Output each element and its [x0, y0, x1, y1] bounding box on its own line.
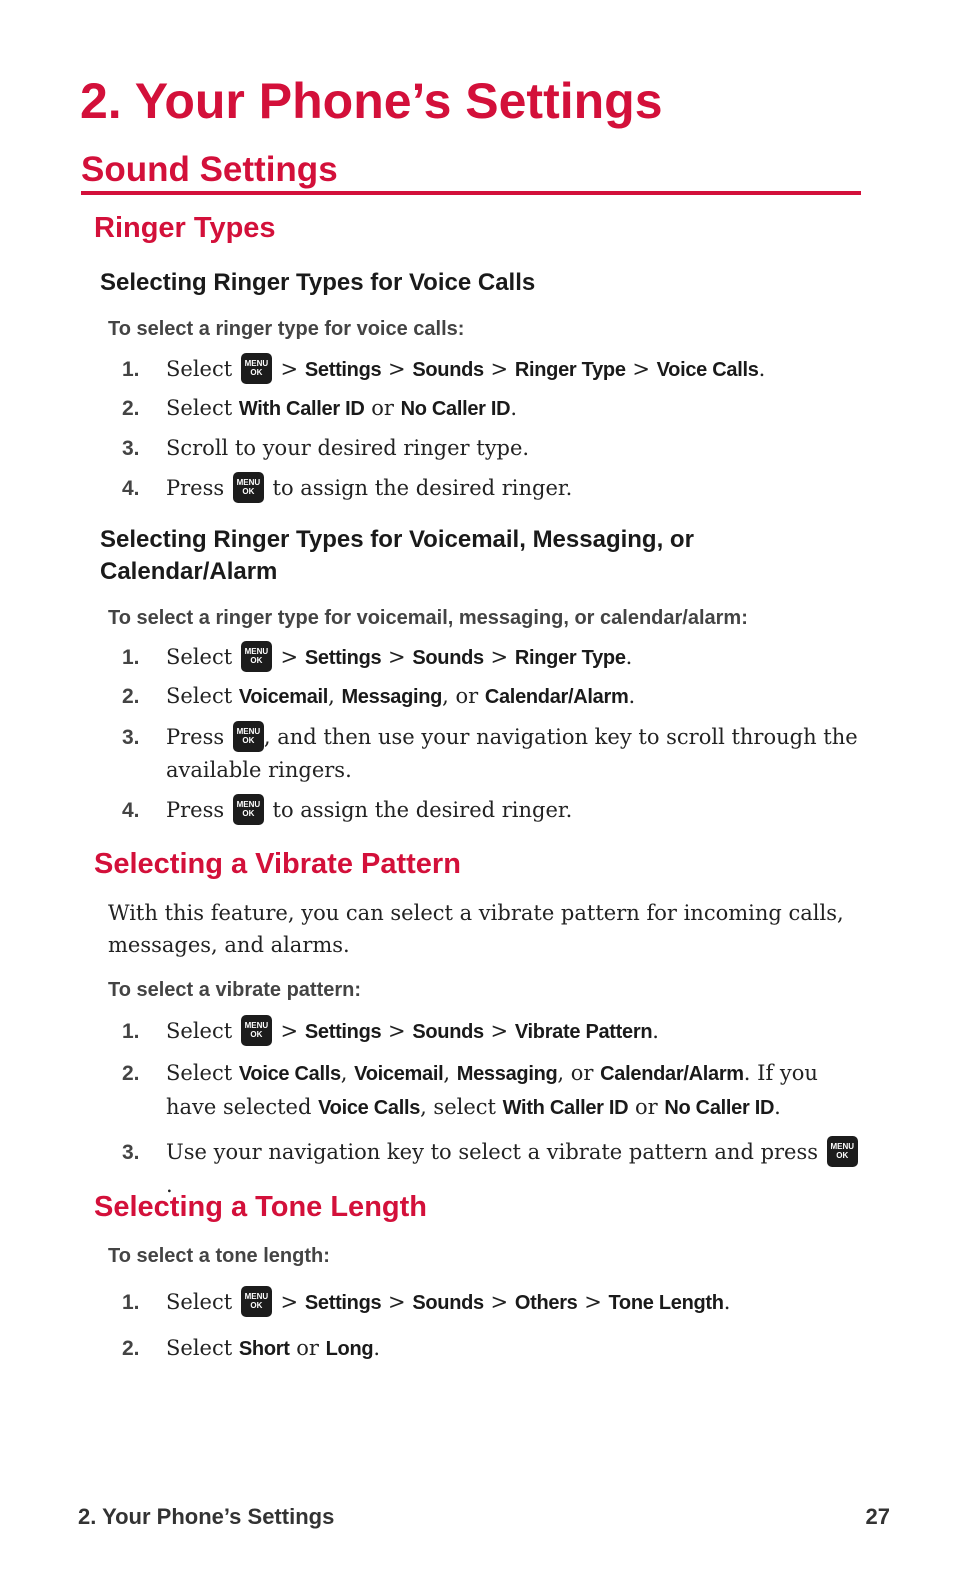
tone-length-heading: Selecting a Tone Length [94, 1191, 427, 1223]
option-with-caller-id: With Caller ID [502, 1097, 629, 1119]
step-text: Scroll to your desired ringer type. [166, 436, 530, 460]
step-text: Select [166, 357, 233, 381]
menu-vibrate-pattern: Vibrate Pattern [514, 1021, 653, 1043]
option-voicemail: Voicemail [354, 1063, 444, 1085]
menu-voice-calls: Voice Calls [656, 359, 759, 381]
option-short: Short [238, 1338, 290, 1360]
list-item: 1. Select MENU OK > Settings > Sounds > Others > Tone Length. [122, 1286, 862, 1320]
menu-sounds: Sounds [412, 1021, 484, 1043]
option-voicemail: Voicemail [238, 686, 329, 708]
step-number: 2. [122, 397, 140, 420]
chapter-title: 2. Your Phone’s Settings [80, 73, 663, 129]
voicemail-messaging-subheading: Selecting Ringer Types for Voicemail, Messaging, or Calendar/Alarm [100, 526, 694, 585]
list-item: 4. Press MENU OK to assign the desired ringer. [122, 472, 862, 505]
step-number: 3. [122, 437, 140, 460]
list-item: 1. Select MENU OK > Settings > Sounds > Ringer Type > Voice Calls. [122, 353, 862, 387]
vibrate-intro: To select a vibrate pattern: [108, 979, 362, 1001]
menu-sounds: Sounds [412, 647, 484, 669]
menu-sounds: Sounds [412, 1292, 484, 1314]
step-number: 2. [122, 685, 140, 708]
menu-ok-key-icon: MENU OK [233, 794, 264, 825]
option-voice-calls: Voice Calls [318, 1097, 421, 1119]
list-item: 2. Select Short or Long. [122, 1332, 862, 1366]
step-number: 3. [122, 726, 140, 749]
list-item: 2. Select Voicemail, Messaging, or Calendar/Alarm. [122, 680, 862, 714]
list-item: 3. Use your navigation key to select a vibrate pattern and press MENU OK . [122, 1136, 862, 1202]
section-title: Sound Settings [81, 149, 861, 195]
vibrate-pattern-heading: Selecting a Vibrate Pattern [94, 848, 461, 880]
list-item: 4. Press MENU OK to assign the desired ringer. [122, 794, 862, 827]
list-item: 3. Press MENU OK , and then use your navigation key to scroll through the available ringers. [122, 721, 862, 787]
option-calendar-alarm: Calendar/Alarm [484, 686, 629, 708]
menu-ok-key-icon: MENU OK [233, 721, 264, 752]
menu-tone-length: Tone Length [608, 1292, 724, 1314]
menu-ok-key-icon: MENU OK [827, 1136, 858, 1167]
tone-length-intro: To select a tone length: [108, 1245, 330, 1267]
menu-ok-key-icon: MENU OK [241, 353, 272, 384]
ringer-types-heading: Ringer Types [94, 212, 276, 244]
list-item: 1. Select MENU OK > Settings > Sounds > Ringer Type. [122, 641, 862, 675]
list-item: 2. Select With Caller ID or No Caller ID. [122, 392, 862, 426]
menu-ok-key-icon: MENU OK [233, 472, 264, 503]
menu-sounds: Sounds [412, 359, 484, 381]
step-number: 1. [122, 1291, 140, 1314]
voicemail-messaging-intro: To select a ringer type for voicemail, messaging, or calendar/alarm: [108, 607, 748, 629]
vibrate-description: With this feature, you can select a vibrate pattern for incoming calls, messages, and alarms. [108, 901, 844, 957]
list-item: 2. Select Voice Calls, Voicemail, Messaging, or Calendar/Alarm. If you have selected Voice Calls, select With Caller ID or No Caller ID. [122, 1057, 862, 1125]
menu-others: Others [514, 1292, 578, 1314]
menu-settings: Settings [304, 647, 382, 669]
menu-ok-key-icon: MENU OK [241, 1286, 272, 1317]
option-messaging: Messaging [456, 1063, 558, 1085]
option-no-caller-id: No Caller ID [400, 398, 511, 420]
menu-ok-key-icon: MENU OK [241, 1015, 272, 1046]
option-voice-calls: Voice Calls [238, 1063, 341, 1085]
menu-settings: Settings [304, 1021, 382, 1043]
step-number: 1. [122, 1020, 140, 1043]
step-number: 1. [122, 646, 140, 669]
voice-calls-subheading: Selecting Ringer Types for Voice Calls [100, 269, 536, 296]
menu-settings: Settings [304, 1292, 382, 1314]
menu-ok-key-icon: MENU OK [241, 641, 272, 672]
step-number: 4. [122, 799, 140, 822]
option-no-caller-id: No Caller ID [664, 1097, 775, 1119]
step-number: 2. [122, 1337, 140, 1360]
menu-settings: Settings [304, 359, 382, 381]
step-number: 2. [122, 1062, 140, 1085]
footer-chapter-title: 2. Your Phone’s Settings [78, 1504, 335, 1529]
page-number: 27 [865, 1504, 890, 1529]
step-number: 3. [122, 1141, 140, 1164]
menu-ringer-type: Ringer Type [514, 359, 626, 381]
option-with-caller-id: With Caller ID [238, 398, 365, 420]
option-calendar-alarm: Calendar/Alarm [600, 1063, 744, 1085]
list-item: 1. Select MENU OK > Settings > Sounds > Vibrate Pattern. [122, 1015, 862, 1049]
step-number: 4. [122, 477, 140, 500]
option-long: Long [325, 1338, 374, 1360]
menu-ringer-type: Ringer Type [514, 647, 626, 669]
list-item [122, 432, 862, 465]
step-number: 1. [122, 358, 140, 381]
option-messaging: Messaging [341, 686, 443, 708]
voice-calls-intro: To select a ringer type for voice calls: [108, 318, 465, 340]
